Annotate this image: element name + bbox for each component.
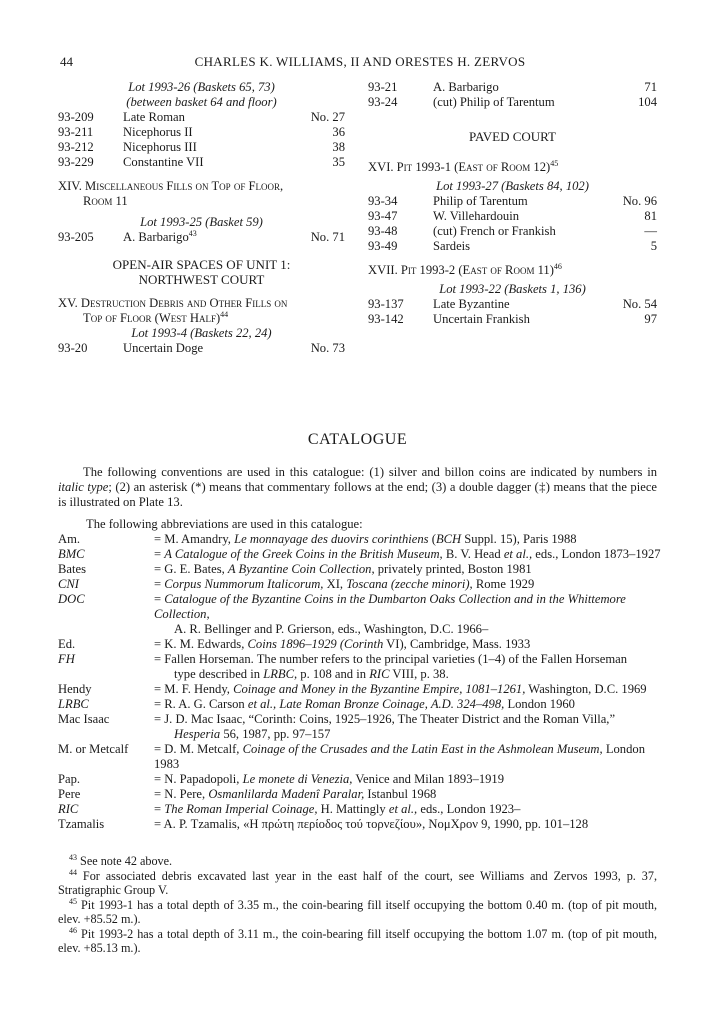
abbreviation-text: Catalogue of the Byzantine Coins in the Dumbarton Oaks Collection and in the Whittemore Collection, bbox=[154, 592, 626, 621]
footnote-ref[interactable]: 45 bbox=[550, 158, 559, 168]
abbreviation-entry bbox=[58, 562, 668, 577]
abbreviation-text: = bbox=[154, 592, 165, 606]
abbreviation-value bbox=[154, 772, 668, 787]
footnote-ref[interactable]: 46 bbox=[553, 261, 562, 271]
abbreviation-entry bbox=[58, 532, 668, 547]
abbreviation-value bbox=[154, 652, 668, 682]
catalogue-number: 5 bbox=[650, 239, 657, 253]
abbreviation-value bbox=[154, 802, 668, 817]
catalogue-number: 81 bbox=[644, 209, 657, 223]
inventory-number: 93-24 bbox=[368, 95, 398, 109]
open-air-heading bbox=[58, 257, 345, 287]
abbreviation-value bbox=[154, 562, 668, 577]
footnote-text: Pit 1993-1 has a total depth of 3.35 m., the coin-bearing fill itself occupying the bottom 0.40 m. (top of pit mouth, elev. +85.52 m.). bbox=[58, 897, 657, 926]
abbreviation-text: VI), Cambridge, Mass. 1933 bbox=[383, 637, 531, 651]
abbreviation-text: Washington, D.C. 1969 bbox=[525, 682, 647, 696]
abbreviation-text: = Fallen Horseman. The number refers to the principal varieties (1–4) of the Fallen Horseman bbox=[154, 652, 628, 666]
footnote-text: See note 42 above. bbox=[77, 854, 173, 868]
abbreviation-text: The Roman Imperial Coinage, bbox=[164, 802, 318, 816]
catalogue-number: 35 bbox=[332, 155, 345, 169]
abbreviation-entry bbox=[58, 802, 668, 817]
abbreviation-entry bbox=[58, 577, 668, 592]
abbreviation-text: ( bbox=[428, 532, 436, 546]
abbreviation-key: Pere bbox=[58, 787, 81, 801]
coin-description-text: Sardeis bbox=[433, 239, 471, 253]
abbreviation-text: BCH bbox=[435, 532, 462, 546]
inventory-number: 93-137 bbox=[368, 297, 404, 311]
catalogue-number: 38 bbox=[332, 140, 345, 154]
catalogue-number: No. 96 bbox=[622, 194, 657, 208]
catalogue-number: No. 54 bbox=[622, 297, 657, 311]
heading-line: OPEN-AIR SPACES OF UNIT 1: bbox=[112, 257, 291, 272]
abbreviation-text: A Byzantine Coin Collection, bbox=[227, 562, 375, 576]
abbreviation-text: London 1960 bbox=[504, 697, 575, 711]
catalogue-title: CATALOGUE bbox=[307, 431, 408, 448]
section-heading-line: Top of Floor (West Half) bbox=[83, 311, 221, 325]
catalogue-number: 36 bbox=[332, 125, 345, 139]
coin-list bbox=[368, 80, 657, 110]
abbreviation-continuation bbox=[154, 727, 668, 742]
abbreviation-value bbox=[154, 742, 668, 772]
abbreviation-key: DOC bbox=[58, 592, 85, 606]
coin-row bbox=[58, 230, 345, 245]
page-header bbox=[60, 54, 660, 72]
abbreviation-text: Suppl. 15), Paris 1988 bbox=[461, 532, 577, 546]
conventions-text: ; (2) an asterisk (*) means that commentary follows at the end; (3) a double dagger (‡) means that the piece is illustrated on Plate 13. bbox=[58, 480, 657, 509]
abbreviation-text: = A. P. Tzamalis, «Η πρώτη περίοδος τού τορνεζίου», ΝομΧρον 9, 1990, pp. 101–128 bbox=[154, 817, 589, 831]
coin-description-text: Nicephorus III bbox=[123, 140, 197, 154]
coin-description bbox=[123, 155, 204, 170]
inventory-number: 93-209 bbox=[58, 110, 94, 124]
abbreviations-intro: The following abbreviations are used in this catalogue: bbox=[86, 517, 363, 531]
footnote-text: Pit 1993-2 has a total depth of 3.11 m., the coin-bearing fill itself occupying the bottom 1.07 m. (top of pit mouth, elev. +85.13 m.). bbox=[58, 926, 657, 955]
coin-description bbox=[123, 230, 197, 245]
abbreviation-text: = G. E. Bates, bbox=[154, 562, 228, 576]
inventory-number: 93-229 bbox=[58, 155, 94, 169]
abbreviation-text: XI, bbox=[323, 577, 347, 591]
coin-list bbox=[58, 230, 345, 245]
abbreviation-text: Osmanlilarda Madenî Paralar, bbox=[208, 787, 365, 801]
coin-list bbox=[368, 194, 657, 254]
footnote-ref[interactable]: 43 bbox=[188, 228, 197, 238]
lot-subheading: (between basket 64 and floor) bbox=[126, 95, 277, 109]
abbreviation-text: A. R. Bellinger and P. Grierson, eds., Washington, D.C. 1966– bbox=[174, 622, 489, 636]
abbreviation-text: = R. A. G. Carson bbox=[154, 697, 248, 711]
coin-description-text: Constantine VII bbox=[123, 155, 204, 169]
abbreviation-value bbox=[154, 592, 668, 637]
coin-row bbox=[58, 140, 345, 155]
abbreviation-text: Istanbul 1968 bbox=[364, 787, 437, 801]
footnote-number: 43 bbox=[69, 852, 77, 862]
abbreviation-text: VIII, p. 38. bbox=[389, 667, 449, 681]
footnote bbox=[58, 869, 657, 898]
conventions-paragraph bbox=[58, 465, 657, 510]
inventory-number: 93-205 bbox=[58, 230, 94, 244]
coin-description bbox=[433, 312, 530, 327]
catalogue-number: — bbox=[644, 224, 657, 238]
coin-description bbox=[433, 80, 499, 95]
abbreviation-text: H. Mattingly bbox=[317, 802, 389, 816]
catalogue-number: No. 71 bbox=[310, 230, 345, 244]
abbreviation-key: Pap. bbox=[58, 772, 81, 786]
abbreviation-text: = M. Amandry, bbox=[154, 532, 235, 546]
abbreviation-text: p. 108 and in bbox=[297, 667, 370, 681]
abbreviation-text: Coinage of the Crusades and the Latin East in the Ashmolean Museum, bbox=[242, 742, 603, 756]
abbreviation-continuation bbox=[154, 622, 668, 637]
coin-description-text: A. Barbarigo bbox=[123, 230, 189, 244]
coin-description-text: A. Barbarigo bbox=[433, 80, 499, 94]
abbreviation-text: London 1983 bbox=[154, 742, 645, 771]
footnote bbox=[58, 927, 657, 956]
inventory-number: 93-48 bbox=[368, 224, 398, 238]
catalogue-number: 104 bbox=[638, 95, 657, 109]
abbreviation-text: A Catalogue of the Greek Coins in the British Museum, bbox=[164, 547, 443, 561]
abbreviation-text: privately printed, Boston 1981 bbox=[374, 562, 532, 576]
inventory-number: 93-142 bbox=[368, 312, 404, 326]
abbreviation-text: Hesperia bbox=[174, 727, 221, 741]
abbreviation-entry bbox=[58, 637, 668, 652]
inventory-number: 93-20 bbox=[58, 341, 88, 355]
section-heading-line: Room 11 bbox=[83, 194, 128, 208]
coin-description-text: W. Villehardouin bbox=[433, 209, 519, 223]
section-heading-line: XV. Destruction Debris and Other Fills on bbox=[58, 296, 288, 310]
footnote-number: 46 bbox=[69, 925, 77, 935]
coin-row bbox=[368, 239, 657, 254]
abbreviation-key: Hendy bbox=[58, 682, 92, 696]
coin-row bbox=[368, 312, 657, 327]
coin-row bbox=[368, 194, 657, 209]
coin-row bbox=[58, 125, 345, 140]
abbreviation-entry bbox=[58, 547, 668, 562]
conventions-italic: italic type bbox=[58, 480, 109, 494]
abbreviation-entry bbox=[58, 652, 668, 682]
abbreviation-value bbox=[154, 637, 668, 652]
inventory-number: 93-211 bbox=[58, 125, 94, 139]
abbreviation-text: = bbox=[154, 547, 165, 561]
abbreviation-text: Coinage and Money in the Byzantine Empire, 1081–1261, bbox=[233, 682, 526, 696]
abbreviation-entry bbox=[58, 742, 668, 772]
abbreviation-value bbox=[154, 697, 668, 712]
abbreviation-text: = bbox=[154, 802, 165, 816]
abbreviation-key: Am. bbox=[58, 532, 81, 546]
abbreviation-text: Venice and Milan 1893–1919 bbox=[352, 772, 505, 786]
coin-description-text: Nicephorus II bbox=[123, 125, 193, 139]
coin-description-text: Uncertain Frankish bbox=[433, 312, 530, 326]
abbreviation-key: Mac Isaac bbox=[58, 712, 110, 726]
abbreviation-key: Bates bbox=[58, 562, 86, 576]
abbreviation-text: Toscana (zecche minori), bbox=[346, 577, 473, 591]
coin-description-text: Philip of Tarentum bbox=[433, 194, 528, 208]
abbreviation-entry bbox=[58, 787, 668, 802]
abbreviation-value bbox=[154, 787, 668, 802]
abbreviation-key: LRBC bbox=[58, 697, 89, 711]
abbreviation-value bbox=[154, 547, 668, 562]
section-heading-line: XIV. Miscellaneous Fills on Top of Floor, bbox=[58, 179, 284, 193]
lot-heading: Lot 1993-22 (Baskets 1, 136) bbox=[439, 282, 586, 296]
abbreviation-key: M. or Metcalf bbox=[58, 742, 129, 756]
footnote bbox=[58, 854, 657, 869]
abbreviation-text: = D. M. Metcalf, bbox=[154, 742, 243, 756]
abbreviation-key: Tzamalis bbox=[58, 817, 105, 831]
footnote-ref[interactable]: 44 bbox=[220, 309, 229, 319]
coin-row bbox=[368, 224, 657, 239]
coin-description bbox=[433, 194, 528, 209]
coin-description bbox=[433, 297, 510, 312]
catalogue-number: 97 bbox=[644, 312, 657, 326]
abbreviation-text: = K. M. Edwards, bbox=[154, 637, 248, 651]
section-heading-xiv bbox=[58, 179, 345, 209]
abbreviation-entry bbox=[58, 592, 668, 637]
coin-description bbox=[433, 95, 555, 110]
abbreviation-value bbox=[154, 577, 668, 592]
inventory-number: 93-34 bbox=[368, 194, 398, 208]
abbreviation-text: eds., London 1923– bbox=[417, 802, 521, 816]
abbreviation-value bbox=[154, 817, 668, 832]
paved-court-heading: PAVED COURT bbox=[469, 129, 556, 144]
footnote bbox=[58, 898, 657, 927]
section-heading-line: XVI. Pit 1993-1 (East of Room 12) bbox=[368, 160, 551, 174]
footnotes bbox=[58, 854, 657, 956]
abbreviation-text: = J. D. Mac Isaac, “Corinth: Coins, 1925–1926, The Theater District and the Roman Villa,” bbox=[154, 712, 616, 726]
coin-row bbox=[58, 341, 345, 356]
coin-row bbox=[58, 155, 345, 170]
abbreviation-entry bbox=[58, 682, 668, 697]
lot-heading: Lot 1993-26 (Baskets 65, 73) bbox=[128, 80, 275, 94]
abbreviation-text: = M. F. Hendy, bbox=[154, 682, 234, 696]
abbreviation-text: = N. Papadopoli, bbox=[154, 772, 243, 786]
coin-row bbox=[368, 80, 657, 95]
abbreviation-text: Le monnayage des duovirs corinthiens bbox=[234, 532, 429, 546]
abbreviation-text: = N. Pere, bbox=[154, 787, 209, 801]
heading-line: NORTHWEST COURT bbox=[138, 272, 265, 287]
lot-heading: Lot 1993-25 (Basket 59) bbox=[140, 215, 263, 229]
inventory-number: 93-47 bbox=[368, 209, 398, 223]
abbreviation-value bbox=[154, 712, 668, 742]
coin-list bbox=[368, 297, 657, 327]
coin-row bbox=[368, 95, 657, 110]
abbreviation-text: Rome 1929 bbox=[472, 577, 535, 591]
abbreviation-key: Ed. bbox=[58, 637, 76, 651]
lot-heading: Lot 1993-4 (Baskets 22, 24) bbox=[131, 326, 272, 340]
coin-description bbox=[433, 209, 519, 224]
abbreviation-value bbox=[154, 532, 668, 547]
abbreviation-text: eds., London 1873–1927 bbox=[532, 547, 661, 561]
footnote-text: For associated debris excavated last year in the east half of the court, see Williams and Zervos 1993, p. 37, Stratigraphic Group V. bbox=[58, 868, 657, 897]
lot-heading: Lot 1993-27 (Baskets 84, 102) bbox=[436, 179, 589, 193]
coin-description-text: Late Roman bbox=[123, 110, 185, 124]
abbreviation-text: et al., bbox=[388, 802, 418, 816]
abbreviation-text: 56, 1987, pp. 97–157 bbox=[220, 727, 331, 741]
catalogue-number: No. 73 bbox=[310, 341, 345, 355]
right-column bbox=[368, 80, 657, 327]
abbreviation-text: B. V. Head bbox=[442, 547, 504, 561]
inventory-number: 93-21 bbox=[368, 80, 398, 94]
abbreviation-continuation bbox=[154, 667, 668, 682]
abbreviation-value bbox=[154, 682, 668, 697]
abbreviation-entry bbox=[58, 772, 668, 787]
footnote-number: 44 bbox=[69, 867, 77, 877]
coin-description-text: (cut) French or Frankish bbox=[433, 224, 556, 238]
section-heading-xv bbox=[58, 296, 345, 326]
coin-description-text: Uncertain Doge bbox=[123, 341, 204, 355]
coin-list bbox=[58, 110, 345, 170]
coin-description bbox=[123, 125, 193, 140]
catalogue-number: 71 bbox=[644, 80, 657, 94]
footnote-number: 45 bbox=[69, 896, 77, 906]
abbreviation-entry bbox=[58, 817, 668, 832]
abbreviation-key: FH bbox=[58, 652, 75, 666]
running-head: CHARLES K. WILLIAMS, II AND ORESTES H. ZERVOS bbox=[194, 54, 526, 69]
section-heading-line: XVII. Pit 1993-2 (East of Room 11) bbox=[368, 263, 554, 277]
coin-description bbox=[123, 341, 203, 356]
abbreviation-text: et al., bbox=[503, 547, 533, 561]
catalogue-number: No. 27 bbox=[310, 110, 345, 124]
abbreviation-text: et al., Late Roman Bronze Coinage, A.D. 324–498, bbox=[247, 697, 505, 711]
abbreviation-key: BMC bbox=[58, 547, 85, 561]
coin-row bbox=[368, 209, 657, 224]
abbreviation-text: LRBC, bbox=[263, 667, 298, 681]
abbreviation-text: type described in bbox=[174, 667, 264, 681]
coin-row bbox=[58, 110, 345, 125]
abbreviation-entry bbox=[58, 712, 668, 742]
section-heading-xvi bbox=[368, 160, 657, 175]
abbreviation-key: CNI bbox=[58, 577, 79, 591]
inventory-number: 93-212 bbox=[58, 140, 94, 154]
coin-description bbox=[433, 239, 470, 254]
coin-row bbox=[368, 297, 657, 312]
abbreviation-text: Coins 1896–1929 (Corinth bbox=[247, 637, 384, 651]
coin-description bbox=[123, 140, 197, 155]
coin-description-text: Late Byzantine bbox=[433, 297, 510, 311]
coin-description bbox=[123, 110, 185, 125]
coin-list bbox=[58, 341, 345, 356]
conventions-text: The following conventions are used in this catalogue: (1) silver and billon coins are indicated by numbers in bbox=[83, 465, 657, 479]
abbreviation-text: RIC bbox=[369, 667, 390, 681]
abbreviation-key: RIC bbox=[58, 802, 79, 816]
abbreviation-entry bbox=[58, 697, 668, 712]
left-column bbox=[58, 80, 345, 356]
inventory-number: 93-49 bbox=[368, 239, 398, 253]
coin-description bbox=[433, 224, 556, 239]
abbreviation-text: Le monete di Venezia, bbox=[242, 772, 353, 786]
coin-description-text: (cut) Philip of Tarentum bbox=[433, 95, 555, 109]
page-number: 44 bbox=[60, 54, 73, 69]
abbreviations-list bbox=[58, 532, 668, 832]
section-heading-xvii bbox=[368, 263, 657, 278]
abbreviation-text: = bbox=[154, 577, 165, 591]
abbreviation-text: Corpus Nummorum Italicorum, bbox=[164, 577, 324, 591]
